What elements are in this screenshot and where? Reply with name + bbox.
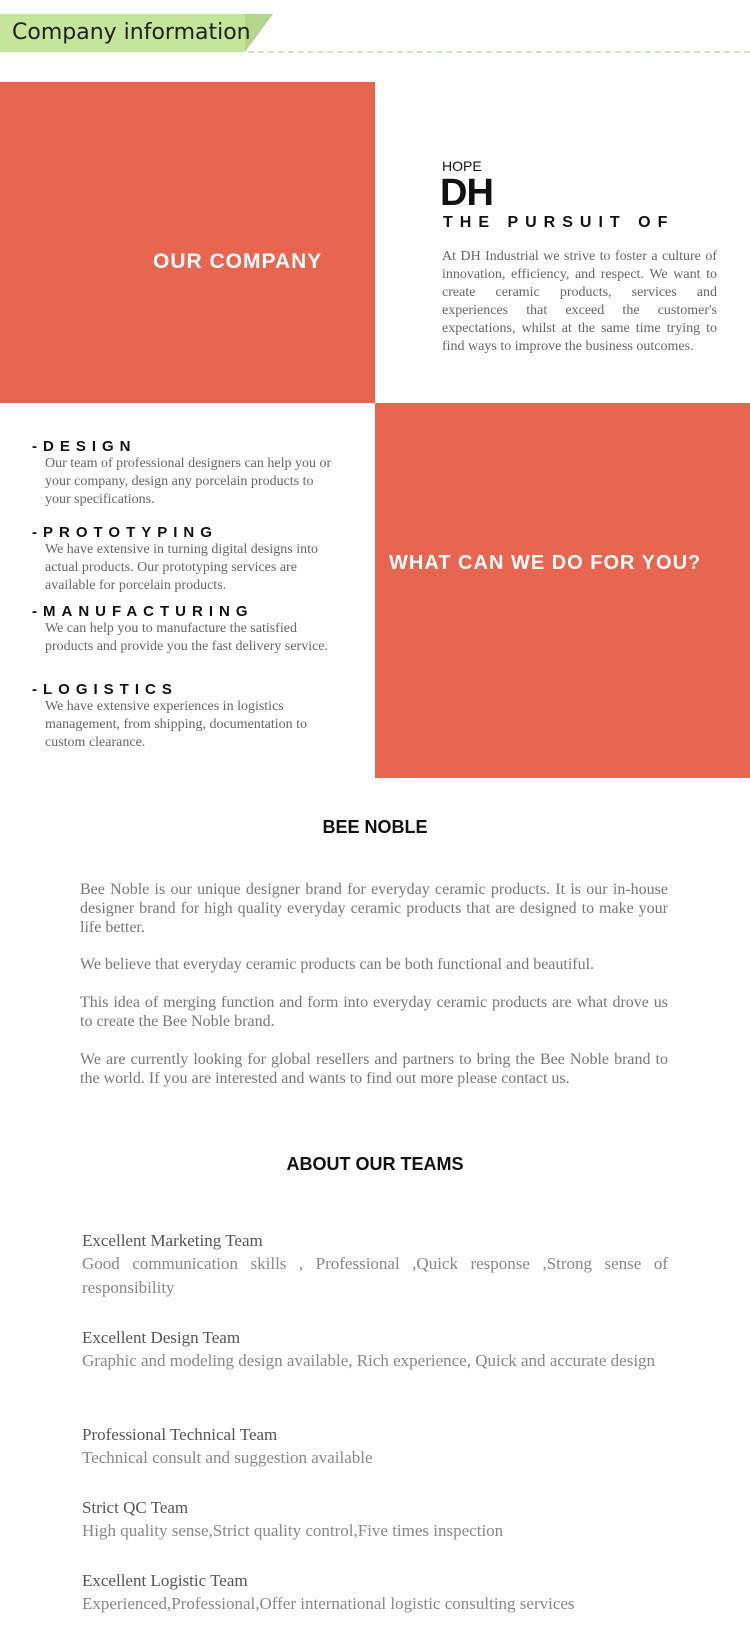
team-name: Excellent Marketing Team	[82, 1231, 263, 1250]
dash-icon: -	[32, 438, 43, 455]
team-item	[82, 1497, 668, 1543]
our-company-panel	[0, 82, 375, 403]
service-desc: Our team of professional designers can help you or your company, design any porcelain products to your specifications.	[45, 456, 332, 507]
team-name: Strict QC Team	[82, 1498, 189, 1517]
bee-noble-paragraph: This idea of merging function and form into everyday ceramic products are what drove us to create the Bee Noble brand.	[80, 994, 668, 1030]
bee-noble-title: BEE NOBLE	[322, 817, 428, 837]
bee-noble-paragraph: We believe that everyday ceramic products can be both functional and beautiful.	[80, 956, 595, 973]
service-title: LOGISTICS	[43, 681, 178, 698]
team-item	[82, 1327, 668, 1373]
team-item	[82, 1570, 668, 1616]
team-item	[82, 1424, 668, 1470]
team-desc: Graphic and modeling design available, Rich experience, Quick and accurate design	[82, 1351, 656, 1370]
team-desc: Technical consult and suggestion available	[82, 1448, 373, 1467]
service-desc: We have extensive in turning digital designs into actual products. Our prototyping services are available for porcelain products.	[45, 542, 318, 593]
service-manufacturing	[32, 603, 332, 656]
service-desc: We have extensive experiences in logistics management, from shipping, documentation to custom clearance.	[45, 699, 308, 750]
teams-title: ABOUT OUR TEAMS	[286, 1154, 464, 1174]
service-desc: We can help you to manufacture the satisfied products and provide you the fast delivery service.	[45, 621, 329, 654]
hope-label: HOPE	[442, 158, 482, 174]
tagline: THE PURSUIT OF	[443, 214, 675, 231]
service-prototyping	[32, 524, 332, 595]
service-title: PROTOTYPING	[43, 524, 218, 541]
service-title: DESIGN	[43, 438, 137, 455]
dh-logo: DH	[440, 172, 493, 214]
page-title: Company information	[12, 20, 251, 45]
what-we-do-panel	[375, 403, 750, 778]
team-desc: High quality sense,Strict quality control,Five times inspection	[82, 1521, 504, 1540]
dash-icon: -	[32, 681, 43, 698]
team-item	[82, 1230, 668, 1300]
service-logistics	[32, 681, 332, 752]
team-name: Excellent Design Team	[82, 1328, 241, 1347]
header-divider	[248, 51, 750, 53]
team-name: Professional Technical Team	[82, 1425, 278, 1444]
what-we-do-title: WHAT CAN WE DO FOR YOU?	[389, 552, 702, 574]
service-design	[32, 438, 332, 509]
team-desc: Experienced,Professional,Offer international logistic consulting services	[82, 1594, 575, 1613]
service-title: MANUFACTURING	[43, 603, 254, 620]
dash-icon: -	[32, 603, 43, 620]
dash-icon: -	[32, 524, 43, 541]
about-text: At DH Industrial we strive to foster a culture of innovation, efficiency, and respect. We want to create ceramic products, services and experiences that exceed the customer's expectations, whilst at the same time trying to find ways to improve the business outcomes.	[442, 249, 717, 354]
our-company-title: OUR COMPANY	[153, 250, 323, 273]
team-name: Excellent Logistic Team	[82, 1571, 248, 1590]
team-desc: Good communication skills , Professional ,Quick response ,Strong sense of responsibility	[82, 1254, 668, 1297]
bee-noble-paragraph: Bee Noble is our unique designer brand for everyday ceramic products. It is our in-house designer brand for high quality everyday ceramic products that are designed to make your life better.	[80, 881, 668, 936]
bee-noble-paragraph: We are currently looking for global resellers and partners to bring the Bee Noble brand to the world. If you are interested and wants to find out more please contact us.	[80, 1051, 668, 1087]
